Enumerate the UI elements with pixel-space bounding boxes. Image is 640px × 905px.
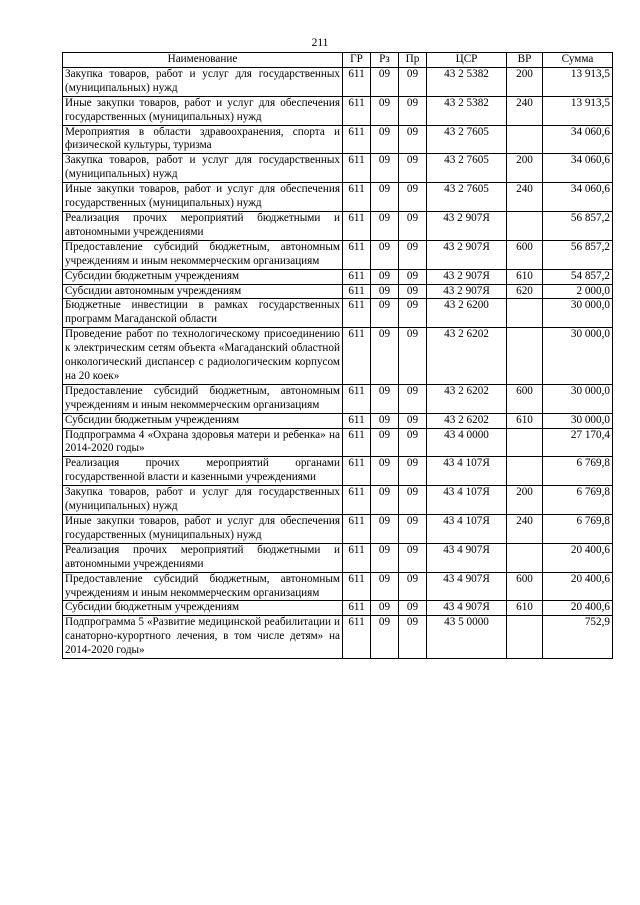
cell-vr: 240 <box>507 183 543 212</box>
cell-pr: 09 <box>399 154 427 183</box>
cell-name: Субсидии автономным учреждениям <box>63 284 343 299</box>
column-header-pr: Пр <box>399 53 427 68</box>
cell-vr <box>507 328 543 385</box>
cell-sum: 30 000,0 <box>543 384 613 413</box>
cell-gr: 611 <box>343 299 371 328</box>
cell-name: Предоставление субсидий бюджетным, автономным учреждениям и иным некоммерческим организациям <box>63 384 343 413</box>
cell-pr: 09 <box>399 67 427 96</box>
cell-rz: 09 <box>371 601 399 616</box>
cell-gr: 611 <box>343 125 371 154</box>
cell-pr: 09 <box>399 601 427 616</box>
cell-sum: 13 913,5 <box>543 67 613 96</box>
cell-gr: 611 <box>343 616 371 659</box>
cell-rz: 09 <box>371 413 399 428</box>
cell-csr: 43 2 907Я <box>427 269 507 284</box>
cell-vr: 600 <box>507 572 543 601</box>
cell-vr: 240 <box>507 96 543 125</box>
cell-vr: 200 <box>507 67 543 96</box>
cell-pr: 09 <box>399 515 427 544</box>
cell-csr: 43 4 907Я <box>427 572 507 601</box>
cell-sum: 30 000,0 <box>543 328 613 385</box>
cell-name: Бюджетные инвестиции в рамках государственных программ Магаданской области <box>63 299 343 328</box>
cell-sum: 20 400,6 <box>543 601 613 616</box>
cell-gr: 611 <box>343 154 371 183</box>
cell-gr: 611 <box>343 284 371 299</box>
cell-rz: 09 <box>371 269 399 284</box>
cell-sum: 34 060,6 <box>543 183 613 212</box>
cell-csr: 43 4 0000 <box>427 428 507 457</box>
cell-csr: 43 2 907Я <box>427 284 507 299</box>
table-row <box>63 211 613 240</box>
cell-vr <box>507 428 543 457</box>
cell-vr: 610 <box>507 269 543 284</box>
cell-rz: 09 <box>371 154 399 183</box>
table-row <box>63 125 613 154</box>
cell-csr: 43 2 7605 <box>427 125 507 154</box>
cell-vr: 620 <box>507 284 543 299</box>
cell-csr: 43 4 107Я <box>427 457 507 486</box>
cell-csr: 43 4 107Я <box>427 486 507 515</box>
cell-rz: 09 <box>371 457 399 486</box>
cell-sum: 34 060,6 <box>543 125 613 154</box>
cell-rz: 09 <box>371 428 399 457</box>
cell-vr <box>507 616 543 659</box>
cell-vr: 200 <box>507 154 543 183</box>
cell-vr <box>507 125 543 154</box>
cell-rz: 09 <box>371 96 399 125</box>
table-row <box>63 601 613 616</box>
budget-table <box>62 52 613 659</box>
cell-vr: 200 <box>507 486 543 515</box>
table-row <box>63 572 613 601</box>
table-row <box>63 240 613 269</box>
cell-csr: 43 4 907Я <box>427 543 507 572</box>
cell-rz: 09 <box>371 328 399 385</box>
cell-csr: 43 4 907Я <box>427 601 507 616</box>
cell-rz: 09 <box>371 543 399 572</box>
cell-csr: 43 2 6202 <box>427 413 507 428</box>
table-row <box>63 486 613 515</box>
cell-gr: 611 <box>343 67 371 96</box>
cell-sum: 6 769,8 <box>543 457 613 486</box>
table-row <box>63 384 613 413</box>
cell-name: Предоставление субсидий бюджетным, автономным учреждениям и иным некоммерческим организациям <box>63 572 343 601</box>
cell-name: Субсидии бюджетным учреждениям <box>63 269 343 284</box>
table-row <box>63 96 613 125</box>
cell-gr: 611 <box>343 457 371 486</box>
cell-sum: 2 000,0 <box>543 284 613 299</box>
cell-gr: 611 <box>343 96 371 125</box>
table-row <box>63 183 613 212</box>
cell-pr: 09 <box>399 616 427 659</box>
cell-sum: 34 060,6 <box>543 154 613 183</box>
cell-csr: 43 2 5382 <box>427 67 507 96</box>
cell-pr: 09 <box>399 269 427 284</box>
cell-csr: 43 2 5382 <box>427 96 507 125</box>
cell-gr: 611 <box>343 428 371 457</box>
cell-name: Закупка товаров, работ и услуг для государственных (муниципальных) нужд <box>63 67 343 96</box>
cell-gr: 611 <box>343 269 371 284</box>
cell-rz: 09 <box>371 616 399 659</box>
table-row <box>63 616 613 659</box>
cell-csr: 43 2 7605 <box>427 154 507 183</box>
cell-gr: 611 <box>343 486 371 515</box>
cell-pr: 09 <box>399 299 427 328</box>
cell-name: Реализация прочих мероприятий бюджетными и автономными учреждениями <box>63 211 343 240</box>
cell-gr: 611 <box>343 572 371 601</box>
cell-pr: 09 <box>399 328 427 385</box>
cell-pr: 09 <box>399 486 427 515</box>
cell-gr: 611 <box>343 601 371 616</box>
cell-sum: 20 400,6 <box>543 572 613 601</box>
cell-pr: 09 <box>399 284 427 299</box>
cell-sum: 752,9 <box>543 616 613 659</box>
cell-csr: 43 2 907Я <box>427 240 507 269</box>
cell-name: Иные закупки товаров, работ и услуг для обеспечения государственных (муниципальных) нужд <box>63 515 343 544</box>
cell-pr: 09 <box>399 183 427 212</box>
cell-rz: 09 <box>371 211 399 240</box>
cell-name: Иные закупки товаров, работ и услуг для обеспечения государственных (муниципальных) нужд <box>63 96 343 125</box>
column-header-rz: Рз <box>371 53 399 68</box>
cell-name: Закупка товаров, работ и услуг для государственных (муниципальных) нужд <box>63 486 343 515</box>
cell-name: Субсидии бюджетным учреждениям <box>63 601 343 616</box>
cell-name: Предоставление субсидий бюджетным, автономным учреждениям и иным некоммерческим организациям <box>63 240 343 269</box>
cell-rz: 09 <box>371 572 399 601</box>
cell-sum: 30 000,0 <box>543 299 613 328</box>
column-header-csr: ЦСР <box>427 53 507 68</box>
cell-rz: 09 <box>371 284 399 299</box>
cell-pr: 09 <box>399 240 427 269</box>
cell-pr: 09 <box>399 413 427 428</box>
cell-sum: 54 857,2 <box>543 269 613 284</box>
cell-csr: 43 4 107Я <box>427 515 507 544</box>
cell-name: Закупка товаров, работ и услуг для государственных (муниципальных) нужд <box>63 154 343 183</box>
column-header-name: Наименование <box>63 53 343 68</box>
cell-pr: 09 <box>399 96 427 125</box>
column-header-vr: ВР <box>507 53 543 68</box>
cell-csr: 43 2 7605 <box>427 183 507 212</box>
cell-sum: 13 913,5 <box>543 96 613 125</box>
table-row <box>63 543 613 572</box>
cell-name: Подпрограмма 4 «Охрана здоровья матери и ребенка» на 2014-2020 годы» <box>63 428 343 457</box>
cell-pr: 09 <box>399 384 427 413</box>
cell-name: Субсидии бюджетным учреждениям <box>63 413 343 428</box>
cell-pr: 09 <box>399 457 427 486</box>
table-row <box>63 284 613 299</box>
cell-vr: 600 <box>507 240 543 269</box>
cell-gr: 611 <box>343 240 371 269</box>
cell-gr: 611 <box>343 413 371 428</box>
table-row <box>63 428 613 457</box>
cell-gr: 611 <box>343 328 371 385</box>
cell-csr: 43 2 907Я <box>427 211 507 240</box>
cell-csr: 43 5 0000 <box>427 616 507 659</box>
cell-pr: 09 <box>399 125 427 154</box>
cell-rz: 09 <box>371 125 399 154</box>
column-header-gr: ГР <box>343 53 371 68</box>
cell-vr <box>507 457 543 486</box>
cell-sum: 6 769,8 <box>543 515 613 544</box>
cell-vr: 610 <box>507 601 543 616</box>
cell-rz: 09 <box>371 299 399 328</box>
cell-csr: 43 2 6202 <box>427 328 507 385</box>
cell-name: Мероприятия в области здравоохранения, спорта и физической культуры, туризма <box>63 125 343 154</box>
table-row <box>63 515 613 544</box>
table-row <box>63 67 613 96</box>
cell-rz: 09 <box>371 240 399 269</box>
cell-sum: 56 857,2 <box>543 240 613 269</box>
cell-csr: 43 2 6200 <box>427 299 507 328</box>
cell-pr: 09 <box>399 572 427 601</box>
cell-sum: 6 769,8 <box>543 486 613 515</box>
cell-csr: 43 2 6202 <box>427 384 507 413</box>
cell-name: Реализация прочих мероприятий бюджетными и автономными учреждениями <box>63 543 343 572</box>
cell-gr: 611 <box>343 211 371 240</box>
cell-gr: 611 <box>343 384 371 413</box>
cell-rz: 09 <box>371 384 399 413</box>
table-row <box>63 328 613 385</box>
cell-sum: 56 857,2 <box>543 211 613 240</box>
cell-vr <box>507 299 543 328</box>
cell-rz: 09 <box>371 486 399 515</box>
cell-name: Проведение работ по технологическому присоединению к электрическим сетям объекта «Магаданский областной онкологический диспансер с радиологическим корпусом на 20 коек» <box>63 328 343 385</box>
table-row <box>63 413 613 428</box>
cell-vr <box>507 211 543 240</box>
cell-pr: 09 <box>399 428 427 457</box>
cell-vr: 240 <box>507 515 543 544</box>
cell-name: Иные закупки товаров, работ и услуг для обеспечения государственных (муниципальных) нужд <box>63 183 343 212</box>
table-body <box>63 67 613 658</box>
cell-sum: 27 170,4 <box>543 428 613 457</box>
cell-name: Реализация прочих мероприятий органами государственной власти и казенными учреждениями <box>63 457 343 486</box>
cell-name: Подпрограмма 5 «Развитие медицинской реабилитации и санаторно-курортного лечения, в том числе детям» на 2014-2020 годы» <box>63 616 343 659</box>
cell-pr: 09 <box>399 543 427 572</box>
cell-gr: 611 <box>343 543 371 572</box>
cell-rz: 09 <box>371 183 399 212</box>
cell-vr: 610 <box>507 413 543 428</box>
cell-vr: 600 <box>507 384 543 413</box>
table-row <box>63 299 613 328</box>
cell-sum: 20 400,6 <box>543 543 613 572</box>
cell-gr: 611 <box>343 515 371 544</box>
column-header-sum: Сумма <box>543 53 613 68</box>
table-row <box>63 154 613 183</box>
page-number: 211 <box>311 37 329 49</box>
cell-sum: 30 000,0 <box>543 413 613 428</box>
cell-vr <box>507 543 543 572</box>
table-row <box>63 457 613 486</box>
cell-rz: 09 <box>371 67 399 96</box>
table-header-row <box>63 53 613 68</box>
cell-pr: 09 <box>399 211 427 240</box>
cell-gr: 611 <box>343 183 371 212</box>
table-row <box>63 269 613 284</box>
cell-rz: 09 <box>371 515 399 544</box>
